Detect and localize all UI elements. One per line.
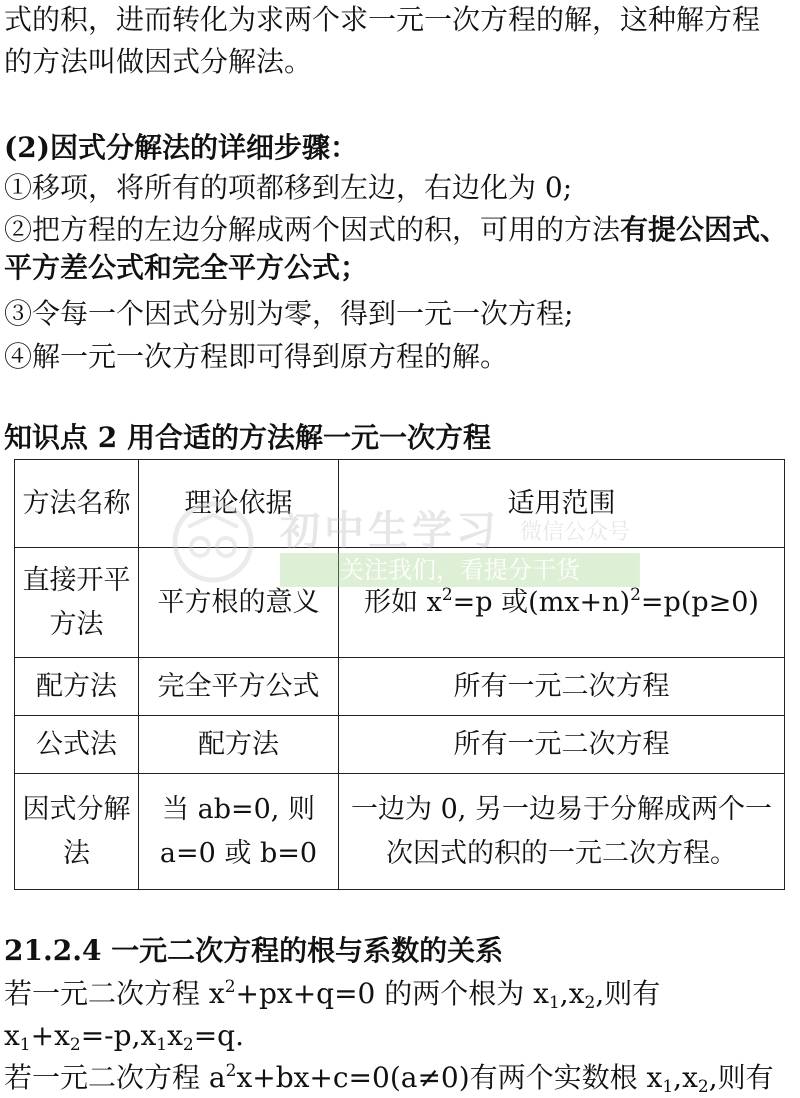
text: 若一元二次方程 x xyxy=(4,977,225,1010)
table-header-row xyxy=(15,460,785,548)
section-line-1 xyxy=(4,974,660,1014)
method-cell: 公式法 xyxy=(15,716,139,774)
method-cell: 因式分解法 xyxy=(15,774,139,890)
subscript: 2 xyxy=(697,1077,709,1097)
text: +px+q=0 的两个根为 x xyxy=(235,977,549,1010)
text: =q. xyxy=(193,1019,245,1052)
section-heading: 21.2.4 一元二次方程的根与系数的关系 xyxy=(4,934,504,967)
watermark-tag: 微信公众号 xyxy=(520,520,631,545)
scope-exponent-1: 2 xyxy=(441,584,453,605)
subscript: 1 xyxy=(19,1035,31,1055)
steps-heading: (2)因式分解法的详细步骤： xyxy=(4,131,358,164)
basis-cell: 完全平方公式 xyxy=(139,658,339,716)
scope-exponent-2: 2 xyxy=(630,584,641,605)
step-2-methods: 有提公因式、平方差公式和完全平方公式； xyxy=(4,213,789,284)
table-row xyxy=(15,774,785,890)
header-scope: 适用范围 xyxy=(339,460,785,548)
scope-text-a: 形如 x xyxy=(364,586,442,618)
text: ,则有 xyxy=(595,977,661,1010)
intro-line-2: 的方法叫做因式分解法。 xyxy=(4,45,313,78)
scope-cell xyxy=(339,548,785,658)
scope-cell: 所有一元二次方程 xyxy=(339,716,785,774)
knowledge-point-heading: 知识点 2 用合适的方法解一元一次方程 xyxy=(4,421,491,454)
subscript: 2 xyxy=(182,1035,194,1055)
text: x xyxy=(4,1019,20,1052)
subscript: 2 xyxy=(69,1035,81,1055)
section-line-2 xyxy=(4,1016,244,1056)
scope-cell: 一边为 0, 另一边易于分解成两个一次因式的积的一元二次方程。 xyxy=(339,774,785,890)
scope-text-c: =p(p≥0) xyxy=(640,586,759,618)
text: +x xyxy=(30,1019,70,1052)
step-4: ④解一元一次方程即可得到原方程的解。 xyxy=(4,340,509,373)
subscript: 1 xyxy=(548,993,560,1013)
exponent: 2 xyxy=(225,1061,237,1081)
methods-table xyxy=(14,459,785,890)
basis-cell: 配方法 xyxy=(139,716,339,774)
table-row xyxy=(15,716,785,774)
section-line-3 xyxy=(4,1058,774,1098)
scope-text-b: =p 或(mx+n) xyxy=(452,586,631,618)
step-2-text: ②把方程的左边分解成两个因式的积，可用的方法 xyxy=(4,213,621,246)
step-1: ①移项，将所有的项都移到左边，右边化为 0; xyxy=(4,171,573,204)
subscript: 2 xyxy=(584,993,596,1013)
scope-cell: 所有一元二次方程 xyxy=(339,658,785,716)
method-cell: 配方法 xyxy=(15,658,139,716)
table-row xyxy=(15,548,785,658)
intro-line-1: 式的积，进而转化为求两个求一元一次方程的解，这种解方程 xyxy=(4,3,761,36)
text: x+bx+c=0(a≠0)有两个实数根 x xyxy=(236,1061,663,1094)
exponent: 2 xyxy=(224,977,236,997)
method-cell: 直接开平方法 xyxy=(15,548,139,658)
watermark-brand: 初中生学习 xyxy=(280,508,500,554)
step-3: ③令每一个因式分别为零，得到一元一次方程; xyxy=(4,297,574,330)
header-theory-basis: 理论依据 xyxy=(139,460,339,548)
header-method-name: 方法名称 xyxy=(15,460,139,548)
text: 若一元二次方程 a xyxy=(4,1061,226,1094)
text: =-p,x xyxy=(80,1019,157,1052)
table-row xyxy=(15,658,785,716)
text: ,则有 xyxy=(708,1061,774,1094)
step-2 xyxy=(4,211,792,287)
basis-cell: 当 ab=0, 则 a=0 或 b=0 xyxy=(139,774,339,890)
subscript: 1 xyxy=(156,1035,168,1055)
basis-cell: 平方根的意义 xyxy=(139,548,339,658)
text: x xyxy=(167,1019,183,1052)
text: ,x xyxy=(559,977,585,1010)
watermark-banner: 关注我们，看提分干货 xyxy=(280,553,640,587)
text: ,x xyxy=(673,1061,698,1094)
subscript: 1 xyxy=(662,1077,674,1097)
